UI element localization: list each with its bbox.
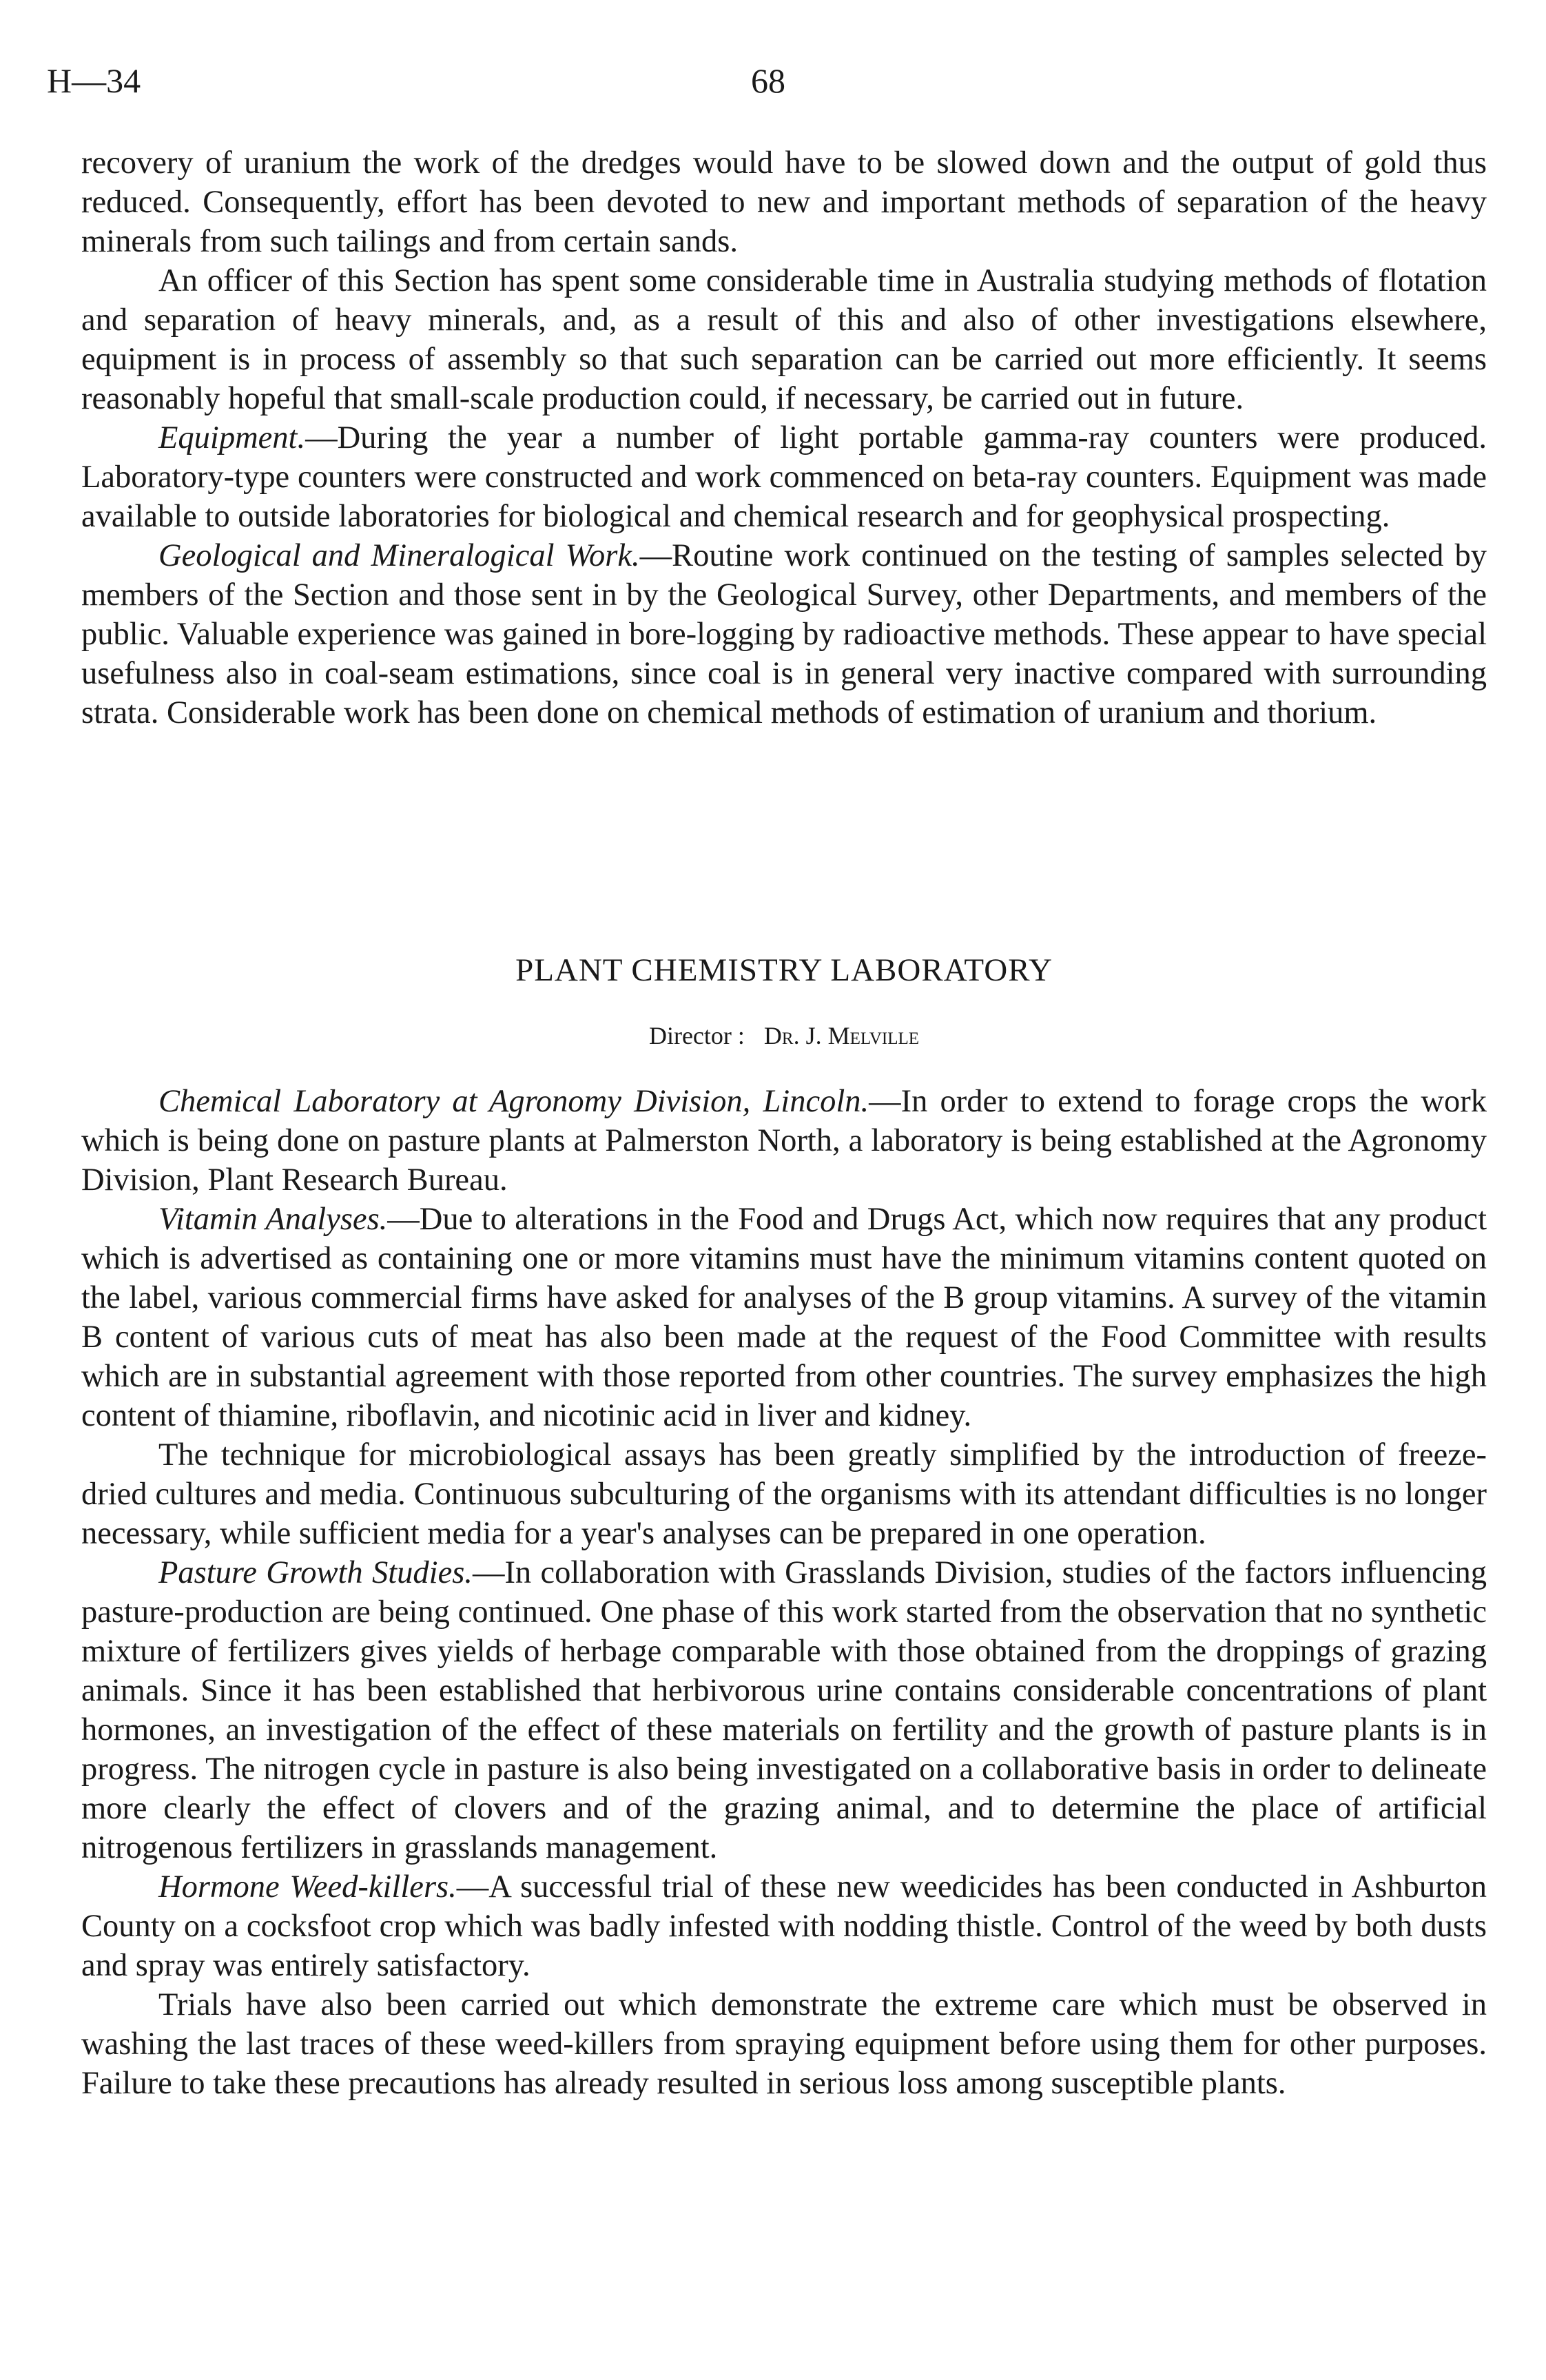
paragraph-text: —Routine work continued on the testing of samples selected by members of the Section and those sent in by the Geological Survey, other Departments, and members of the public. Valuable experience was gained in bore-logging by radioactive methods. These appear to have special usefulness also in coal-seam estimations, since coal is in general very inactive compared with surrounding strata. Considerable work has been done on chemical methods of estimation of uranium and thorium. <box>81 538 1487 730</box>
document-code: H—34 <box>47 61 141 100</box>
paragraph-lead: Chemical Laboratory at Agronomy Division, Lincoln. <box>158 1084 869 1119</box>
paragraph <box>81 1553 1487 1867</box>
paragraph-text: An officer of this Section has spent some considerable time in Australia studying methods of flotation and separation of heavy minerals, and, as a result of this and also of other investigations elsewhere, equipment is in process of assembly so that such separation can be carried out more efficiently. It seems reasonably hopeful that small-scale production could, if necessary, be carried out in future. <box>81 263 1487 416</box>
page-number: 68 <box>751 61 785 100</box>
paragraph <box>81 1985 1487 2103</box>
paragraph-lead: Pasture Growth Studies. <box>158 1555 473 1590</box>
paragraph <box>81 536 1487 732</box>
paragraph <box>81 143 1487 261</box>
paragraph <box>81 418 1487 536</box>
paragraph-lead: Vitamin Analyses. <box>158 1202 388 1237</box>
paragraph <box>81 261 1487 418</box>
paragraph-text: Trials have also been carried out which demonstrate the extreme care which must be observed in washing the last traces of these weed-killers from spraying equipment before using them for other purposes. Failure to take these precautions has already resulted in serious loss among susceptible plants. <box>81 1987 1487 2101</box>
paragraph-text: —During the year a number of light portable gamma-ray counters were produced. Laboratory-type counters were constructed and work commenced on beta-ray counters. Equipment was made available to outside laboratories for biological and chemical research and for geophysical prospecting. <box>81 420 1487 534</box>
paragraph-text: The technique for microbiological assays has been greatly simplified by the introduction of freeze-dried cultures and media. Continuous subculturing of the organisms with its attendant difficulties is no longer necessary, while sufficient media for a year's analyses can be prepared in one operation. <box>81 1437 1487 1551</box>
page-header <box>0 61 1546 109</box>
director-label: Director : <box>648 1022 745 1049</box>
paragraph-text: —Due to alterations in the Food and Drugs Act, which now requires that any product which is advertised as containing one or more vitamins must have the minimum vitamins content quoted on the label, various commercial firms have asked for analyses of the B group vitamins. A survey of the vitamin B content of various cuts of meat has also been made at the request of the Food Committee with results which are in substantial agreement with those reported from other countries. The survey emphasizes the high content of thiamine, riboflavin, and nicotinic acid in liver and kidney. <box>81 1202 1487 1433</box>
paragraph-lead: Equipment. <box>158 420 306 455</box>
director-line <box>81 1016 1487 1056</box>
paragraph-text: —In collaboration with Grasslands Division, studies of the factors influencing pasture-production are being continued. One phase of this work started from the observation that no synthetic mixture of fertilizers gives yields of herbage comparable with those obtained from the droppings of grazing animals. Since it has been established that herbivorous urine contains considerable concentrations of plant hormones, an investigation of the effect of these materials on fertility and the growth of pasture plants is in progress. The nitrogen cycle in pasture is also being investigated on a collaborative basis in order to delineate more clearly the effect of clovers and of the grazing animal, and to determine the place of artificial nitrogenous fertilizers in grasslands management. <box>81 1555 1487 1865</box>
paragraph <box>81 1867 1487 1985</box>
paragraph <box>81 1200 1487 1435</box>
radioactivity-section-continued <box>81 143 1487 732</box>
paragraph-lead: Hormone Weed-killers. <box>158 1869 457 1905</box>
director-name: Dr. J. Melville <box>763 1022 920 1049</box>
paragraph-text: recovery of uranium the work of the dredges would have to be slowed down and the output of gold thus reduced. Consequently, effort has been devoted to new and important methods of separation of the heavy minerals from such tailings and from certain sands. <box>81 145 1487 259</box>
section-title: PLANT CHEMISTRY LABORATORY <box>515 952 1053 988</box>
paragraph <box>81 1435 1487 1553</box>
paragraph-text: —A successful trial of these new weedicides has been conducted in Ashburton County on a cocksfoot crop which was badly infested with nodding thistle. Control of the weed by both dusts and spray was entirely satisfactory. <box>81 1869 1487 1983</box>
plant-chemistry-section <box>81 951 1487 2103</box>
paragraph-lead: Geological and Mineralogical Work. <box>158 538 640 573</box>
paragraph-text: —In order to extend to forage crops the work which is being done on pasture plants at Palmerston North, a laboratory is being established at the Agronomy Division, Plant Research Bureau. <box>81 1084 1487 1198</box>
paragraph <box>81 1082 1487 1200</box>
